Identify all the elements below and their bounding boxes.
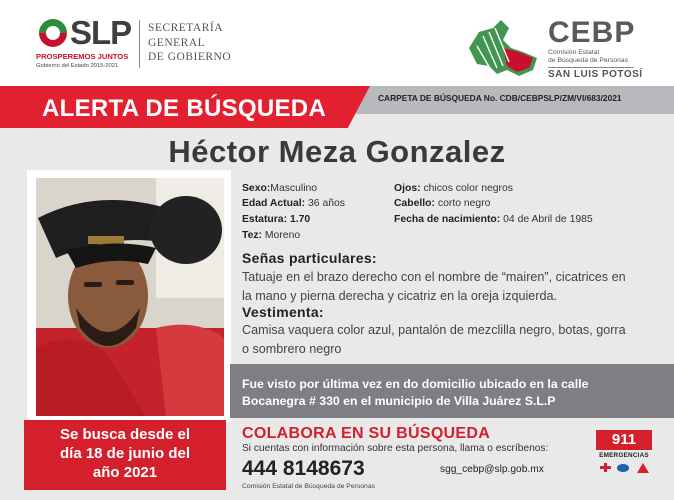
detail-cabello-label: Cabello: — [394, 198, 435, 209]
detail-ojos-label: Ojos: — [394, 183, 421, 194]
detail-cabello — [394, 198, 490, 209]
detail-cabello-value: corto negro — [437, 198, 491, 209]
person-name: Héctor Meza Gonzalez — [168, 134, 506, 169]
case-number: CARPETA DE BÚSQUEDA No. CDB/CEBPSLP/ZM/VI/683/2021 — [378, 93, 622, 103]
detail-estatura — [242, 214, 310, 225]
last-seen-line-2: Bocanegra # 330 en el municipio de Villa Juárez S.L.P — [242, 394, 556, 408]
collaborate-subtitle: Si cuentas con información sobre esta persona, llama o escríbenos: — [242, 443, 549, 454]
detail-edad-value: 36 años — [308, 198, 345, 209]
emergency-label: EMERGENCIAS — [599, 452, 649, 459]
emergency-number-text: 911 — [596, 430, 652, 450]
detail-ojos — [394, 183, 513, 194]
emergency-911-logo — [596, 430, 652, 476]
vestimenta-line-2: o sombrero negro — [242, 342, 342, 356]
search-since-text — [24, 425, 226, 482]
detail-ojos-value: chicos color negros — [423, 183, 513, 194]
person-photo — [36, 178, 224, 416]
secretaria-line-3: DE GOBIERNO — [148, 51, 232, 63]
alert-title: ALERTA DE BÚSQUEDA — [42, 95, 327, 122]
emergency-services-icon — [596, 462, 652, 474]
collaborate-heading: COLABORA EN SU BÚSQUEDA — [242, 425, 491, 442]
detail-estatura-label: Estatura: — [242, 214, 288, 225]
detail-tez-value: Moreno — [264, 230, 301, 241]
detail-edad-label: Edad Actual: — [242, 198, 306, 209]
vestimenta-text — [242, 321, 626, 359]
footnote: Comisión Estatal de Búsqueda de Personas — [242, 483, 375, 490]
senas-heading: Señas particulares: — [242, 250, 377, 266]
search-since-line-1: Se busca desde el — [59, 426, 191, 443]
detail-sexo-label: Sexo: — [242, 183, 271, 194]
search-since-line-2: día 18 de junio del — [59, 445, 191, 462]
senas-text — [242, 268, 626, 306]
detail-estatura-value: 1.70 — [289, 214, 311, 225]
detail-tez-label: Tez: — [242, 230, 263, 241]
cebp-divider — [548, 67, 634, 68]
detail-nacimiento-value: 04 de Abril de 1985 — [503, 214, 593, 225]
last-seen-text — [242, 376, 588, 410]
search-since-line-3: año 2021 — [92, 464, 158, 481]
cebp-map-icon — [463, 18, 545, 80]
cebp-logo-text: CEBP — [548, 16, 636, 49]
senas-line-1: Tatuaje en el brazo derecho con el nombre de “mairen”, cicatrices en — [242, 270, 626, 284]
last-seen-line-1: Fue visto por última vez en do domicilio ubicado en la calle — [242, 377, 589, 391]
detail-nacimiento — [394, 214, 593, 225]
slp-emblem-icon — [36, 16, 70, 50]
vestimenta-line-1: Camisa vaquera color azul, pantalón de mezclilla negro, botas, gorra — [242, 323, 626, 337]
detail-nacimiento-label: Fecha de nacimiento: — [394, 214, 501, 225]
slp-logo — [36, 16, 132, 72]
contact-email[interactable]: sgg_cebp@slp.gob.mx — [440, 464, 544, 475]
cebp-subtitle-line-1: Comisión Estatal — [548, 49, 599, 56]
detail-sexo — [242, 183, 317, 194]
slp-slogan: PROSPEREMOS JUNTOS — [36, 52, 129, 61]
header-divider — [139, 20, 140, 68]
slp-government: Gobierno del Estado 2015-2021 — [36, 63, 119, 69]
cebp-subtitle-line-2: de Búsqueda de Personas — [548, 56, 629, 64]
cebp-subtitle — [548, 49, 628, 64]
vestimenta-heading: Vestimenta: — [242, 304, 324, 320]
detail-sexo-value: Masculino — [270, 183, 318, 194]
secretaria-line-2: GENERAL — [148, 36, 206, 49]
secretaria-line-1: SECRETARÍA — [148, 22, 223, 34]
cebp-place: SAN LUIS POTOSÍ — [548, 69, 643, 80]
senas-line-2: la mano y pierna derecha y cicatriz en la oreja izquierda. — [242, 289, 558, 303]
emergency-number — [596, 430, 652, 450]
detail-tez — [242, 230, 300, 241]
contact-phone[interactable]: 444 8148673 — [242, 457, 365, 480]
secretaria-general — [148, 21, 231, 65]
detail-edad — [242, 198, 345, 209]
slp-logo-text: SLP — [70, 14, 132, 51]
